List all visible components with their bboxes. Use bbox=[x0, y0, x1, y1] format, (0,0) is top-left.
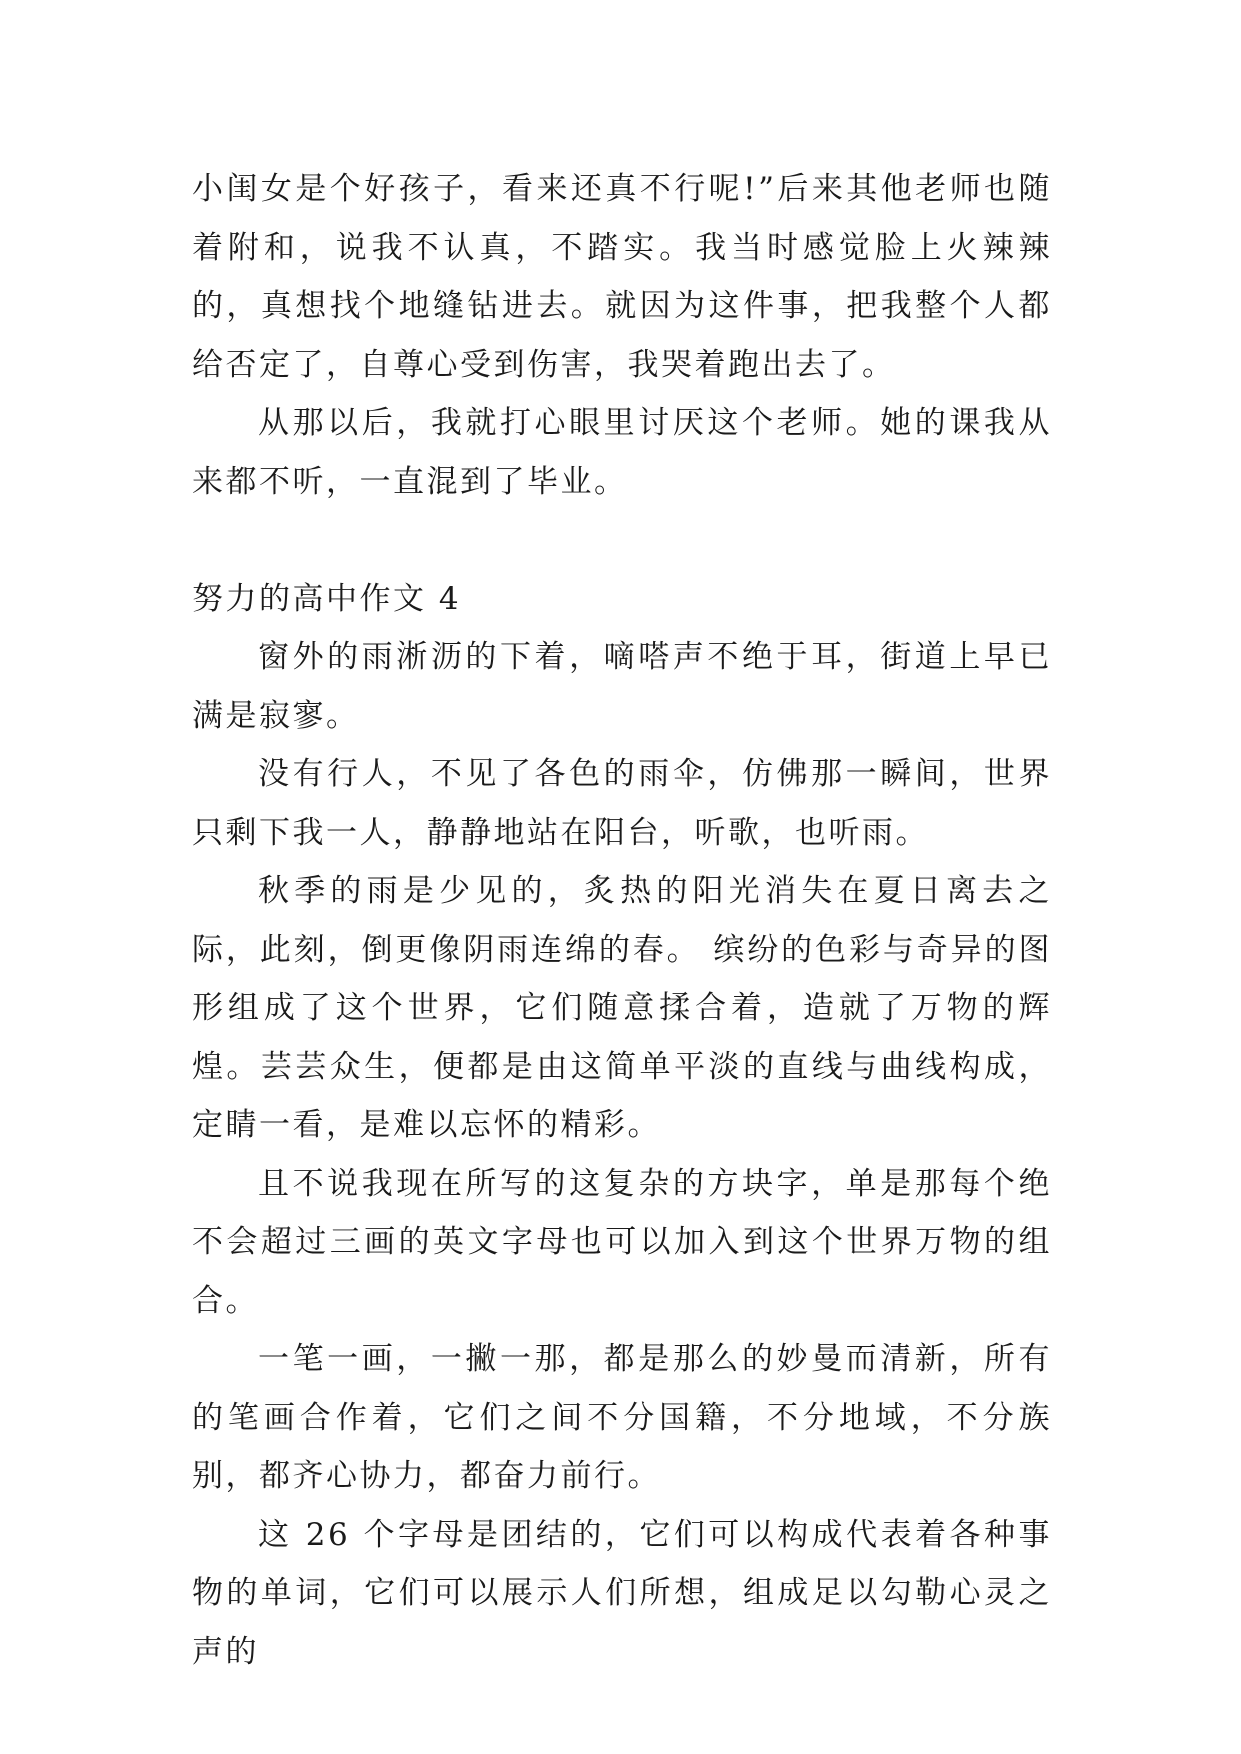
section-spacer bbox=[192, 511, 1052, 570]
paragraph-4: 没有行人，不见了各色的雨伞，仿佛那一瞬间，世界只剩下我一人，静静地站在阳台，听歌，也听雨。 bbox=[192, 756, 1052, 851]
paragraph-8: 这 26 个字母是团结的，它们可以构成代表着各种事物的单词，它们可以展示人们所想，组成足以勾勒心灵之声的 bbox=[192, 1516, 1052, 1670]
section-title: 努力的高中作文 4 bbox=[192, 580, 462, 617]
paragraph-2: 从那以后，我就打心眼里讨厌这个老师。她的课我从来都不听，一直混到了毕业。 bbox=[192, 405, 1052, 500]
paragraph-7: 一笔一画，一撇一那，都是那么的妙曼而清新，所有的笔画合作着，它们之间不分国籍，不分地域，不分族别，都齐心协力，都奋力前行。 bbox=[192, 1341, 1052, 1494]
paragraph-3: 窗外的雨淅沥的下着，嘀嗒声不绝于耳，街道上早已满是寂寥。 bbox=[192, 639, 1052, 734]
paragraph-5: 秋季的雨是少见的，炙热的阳光消失在夏日离去之际，此刻，倒更像阴雨连绵的春。 缤纷的色彩与奇异的图形组成了这个世界，它们随意揉合着，造就了万物的辉煌。芸芸众生，便都是由这简单平淡的直线与曲线构成，定睛一看，是难以忘怀的精彩。 bbox=[192, 873, 1052, 1143]
document-body bbox=[192, 160, 1052, 1681]
paragraph-1: 小闺女是个好孩子，看来还真不行呢!”后来其他老师也随着附和，说我不认真，不踏实。我当时感觉脸上火辣辣的，真想找个地缝钻进去。就因为这件事，把我整个人都给否定了，自尊心受到伤害，我哭着跑出去了。 bbox=[192, 171, 1052, 383]
paragraph-6: 且不说我现在所写的这复杂的方块字，单是那每个绝不会超过三画的英文字母也可以加入到这个世界万物的组合。 bbox=[192, 1165, 1052, 1319]
